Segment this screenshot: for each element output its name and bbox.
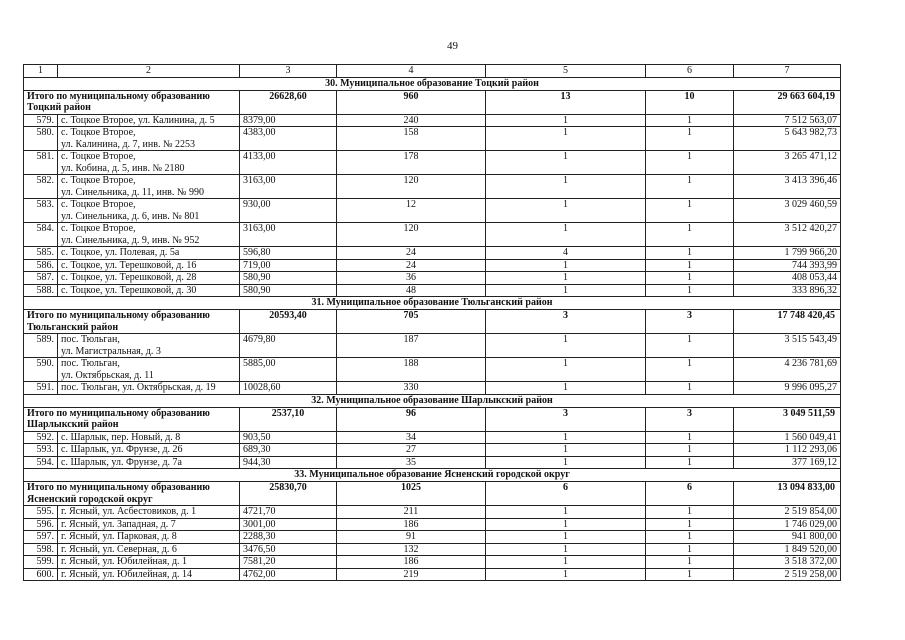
- row-number: 597.: [24, 531, 58, 544]
- row-col6: 1: [646, 199, 734, 223]
- row-col5: 4: [486, 247, 646, 260]
- row-col5: 1: [486, 151, 646, 175]
- row-address: с. Тоцкое Второе, ул. Кобина, д. 5, инв. № 2180: [58, 151, 240, 175]
- column-number-header: 4: [337, 65, 486, 78]
- table-row: [24, 506, 841, 519]
- row-number: 592.: [24, 431, 58, 444]
- row-col6: 1: [646, 531, 734, 544]
- row-address: г. Ясный, ул. Парковая, д. 8: [58, 531, 240, 544]
- row-residents: 34: [337, 431, 486, 444]
- row-residents: 240: [337, 114, 486, 127]
- row-area: 930,00: [240, 199, 337, 223]
- row-residents: 158: [337, 127, 486, 151]
- row-col6: 1: [646, 272, 734, 285]
- row-col5: 1: [486, 175, 646, 199]
- table-row: [24, 247, 841, 260]
- row-col5: 1: [486, 444, 646, 457]
- row-number: 589.: [24, 334, 58, 358]
- row-address: пос. Тюльган, ул. Октябрьская, д. 11: [58, 358, 240, 382]
- table-row: [24, 444, 841, 457]
- row-address: с. Тоцкое Второе, ул. Калинина, д. 7, инв. № 2253: [58, 127, 240, 151]
- table-body: [24, 65, 841, 581]
- total-col5: 3: [486, 407, 646, 431]
- row-col6: 1: [646, 382, 734, 395]
- row-area: 10028,60: [240, 382, 337, 395]
- row-area: 3001,00: [240, 518, 337, 531]
- row-col5: 1: [486, 543, 646, 556]
- row-cost: 1 560 049,41: [734, 431, 841, 444]
- row-address: г. Ясный, ул. Западная, д. 7: [58, 518, 240, 531]
- row-number: 588.: [24, 284, 58, 297]
- row-number: 584.: [24, 223, 58, 247]
- row-col5: 1: [486, 382, 646, 395]
- total-col6: 10: [646, 90, 734, 114]
- row-address: г. Ясный, ул. Юбилейная, д. 1: [58, 556, 240, 569]
- column-number-header: 2: [58, 65, 240, 78]
- row-area: 580,90: [240, 284, 337, 297]
- total-cost: 3 049 511,59: [734, 407, 841, 431]
- row-residents: 120: [337, 223, 486, 247]
- column-number-header: 5: [486, 65, 646, 78]
- total-col5: 3: [486, 310, 646, 334]
- row-residents: 27: [337, 444, 486, 457]
- row-col6: 1: [646, 151, 734, 175]
- table-row: [24, 175, 841, 199]
- table-row: [24, 518, 841, 531]
- row-residents: 36: [337, 272, 486, 285]
- row-area: 4721,70: [240, 506, 337, 519]
- table-row: [24, 568, 841, 581]
- row-col6: 1: [646, 568, 734, 581]
- row-col6: 1: [646, 334, 734, 358]
- row-cost: 4 236 781,69: [734, 358, 841, 382]
- total-col6: 6: [646, 482, 734, 506]
- row-number: 582.: [24, 175, 58, 199]
- row-residents: 219: [337, 568, 486, 581]
- row-area: 4762,00: [240, 568, 337, 581]
- row-cost: 3 029 460,59: [734, 199, 841, 223]
- section-total-row: [24, 310, 841, 334]
- table-row: [24, 284, 841, 297]
- row-cost: 2 519 854,00: [734, 506, 841, 519]
- row-residents: 91: [337, 531, 486, 544]
- row-residents: 187: [337, 334, 486, 358]
- table-row: [24, 382, 841, 395]
- row-number: 598.: [24, 543, 58, 556]
- row-col6: 1: [646, 284, 734, 297]
- row-area: 719,00: [240, 259, 337, 272]
- row-area: 4383,00: [240, 127, 337, 151]
- row-residents: 35: [337, 456, 486, 469]
- row-col6: 1: [646, 543, 734, 556]
- row-address: пос. Тюльган, ул. Магистральная, д. 3: [58, 334, 240, 358]
- section-heading-row: [24, 394, 841, 407]
- row-address: с. Тоцкое, ул. Полевая, д. 5а: [58, 247, 240, 260]
- row-col6: 1: [646, 456, 734, 469]
- total-area: 20593,40: [240, 310, 337, 334]
- row-number: 599.: [24, 556, 58, 569]
- row-col5: 1: [486, 531, 646, 544]
- row-number: 600.: [24, 568, 58, 581]
- row-cost: 9 996 095,27: [734, 382, 841, 395]
- section-heading-row: [24, 469, 841, 482]
- table-row: [24, 456, 841, 469]
- row-address: с. Тоцкое Второе, ул. Синельника, д. 6, инв. № 801: [58, 199, 240, 223]
- section-title: 33. Муниципальное образование Ясненский городской округ: [24, 469, 841, 482]
- column-number-header: 3: [240, 65, 337, 78]
- total-col5: 13: [486, 90, 646, 114]
- row-area: 3476,50: [240, 543, 337, 556]
- table-row: [24, 556, 841, 569]
- row-col5: 1: [486, 568, 646, 581]
- row-col6: 1: [646, 127, 734, 151]
- row-residents: 186: [337, 556, 486, 569]
- row-area: 596,80: [240, 247, 337, 260]
- row-number: 581.: [24, 151, 58, 175]
- row-col5: 1: [486, 358, 646, 382]
- row-number: 593.: [24, 444, 58, 457]
- row-cost: 1 746 029,00: [734, 518, 841, 531]
- row-col6: 1: [646, 358, 734, 382]
- row-col5: 1: [486, 199, 646, 223]
- section-heading-row: [24, 297, 841, 310]
- row-area: 8379,00: [240, 114, 337, 127]
- table-row: [24, 114, 841, 127]
- row-number: 591.: [24, 382, 58, 395]
- total-col6: 3: [646, 407, 734, 431]
- row-area: 4133,00: [240, 151, 337, 175]
- row-number: 595.: [24, 506, 58, 519]
- total-cost: 13 094 833,00: [734, 482, 841, 506]
- row-residents: 48: [337, 284, 486, 297]
- table-row: [24, 334, 841, 358]
- row-col5: 1: [486, 272, 646, 285]
- section-heading-row: [24, 77, 841, 90]
- row-residents: 120: [337, 175, 486, 199]
- row-number: 583.: [24, 199, 58, 223]
- total-col5: 6: [486, 482, 646, 506]
- table-row: [24, 431, 841, 444]
- row-address: с. Шарлык, пер. Новый, д. 8: [58, 431, 240, 444]
- total-area: 25830,70: [240, 482, 337, 506]
- row-area: 4679,80: [240, 334, 337, 358]
- row-cost: 3 413 396,46: [734, 175, 841, 199]
- row-cost: 941 800,00: [734, 531, 841, 544]
- table-row: [24, 151, 841, 175]
- table-row: [24, 358, 841, 382]
- section-title: 32. Муниципальное образование Шарлыкский район: [24, 394, 841, 407]
- row-col6: 1: [646, 506, 734, 519]
- row-number: 580.: [24, 127, 58, 151]
- row-col6: 1: [646, 247, 734, 260]
- table-row: [24, 272, 841, 285]
- row-residents: 24: [337, 259, 486, 272]
- row-col5: 1: [486, 259, 646, 272]
- row-col5: 1: [486, 284, 646, 297]
- row-cost: 3 512 420,27: [734, 223, 841, 247]
- section-total-row: [24, 482, 841, 506]
- row-col5: 1: [486, 223, 646, 247]
- row-address: г. Ясный, ул. Асбестовиков, д. 1: [58, 506, 240, 519]
- row-residents: 132: [337, 543, 486, 556]
- total-col6: 3: [646, 310, 734, 334]
- table-row: [24, 199, 841, 223]
- total-residents: 1025: [337, 482, 486, 506]
- row-cost: 333 896,32: [734, 284, 841, 297]
- section-title: 30. Муниципальное образование Тоцкий район: [24, 77, 841, 90]
- row-col6: 1: [646, 259, 734, 272]
- row-address: г. Ясный, ул. Северная, д. 6: [58, 543, 240, 556]
- row-cost: 2 519 258,00: [734, 568, 841, 581]
- row-address: с. Тоцкое, ул. Терешковой, д. 28: [58, 272, 240, 285]
- row-col6: 1: [646, 175, 734, 199]
- row-area: 689,30: [240, 444, 337, 457]
- row-number: 594.: [24, 456, 58, 469]
- row-number: 586.: [24, 259, 58, 272]
- total-residents: 705: [337, 310, 486, 334]
- total-area: 2537,10: [240, 407, 337, 431]
- table-row: [24, 531, 841, 544]
- total-label: Итого по муниципальному образованию Ясненский городской округ: [24, 482, 240, 506]
- row-col6: 1: [646, 518, 734, 531]
- table-row: [24, 223, 841, 247]
- row-number: 590.: [24, 358, 58, 382]
- row-address: пос. Тюльган, ул. Октябрьская, д. 19: [58, 382, 240, 395]
- row-address: с. Тоцкое Второе, ул. Синельника, д. 11, инв. № 990: [58, 175, 240, 199]
- row-col5: 1: [486, 114, 646, 127]
- row-col5: 1: [486, 456, 646, 469]
- column-number-header: 6: [646, 65, 734, 78]
- table-row: [24, 543, 841, 556]
- row-area: 3163,00: [240, 223, 337, 247]
- row-address: г. Ясный, ул. Юбилейная, д. 14: [58, 568, 240, 581]
- row-area: 3163,00: [240, 175, 337, 199]
- column-number-header: 7: [734, 65, 841, 78]
- row-cost: 3 515 543,49: [734, 334, 841, 358]
- column-number-header: 1: [24, 65, 58, 78]
- row-number: 579.: [24, 114, 58, 127]
- row-col5: 1: [486, 506, 646, 519]
- row-area: 944,30: [240, 456, 337, 469]
- row-residents: 188: [337, 358, 486, 382]
- row-number: 585.: [24, 247, 58, 260]
- row-col5: 1: [486, 127, 646, 151]
- total-label: Итого по муниципальному образованию Шарлыкский район: [24, 407, 240, 431]
- row-col6: 1: [646, 444, 734, 457]
- table-row: [24, 259, 841, 272]
- row-residents: 330: [337, 382, 486, 395]
- row-residents: 211: [337, 506, 486, 519]
- row-cost: 7 512 563,07: [734, 114, 841, 127]
- row-area: 2288,30: [240, 531, 337, 544]
- row-col6: 1: [646, 431, 734, 444]
- row-number: 596.: [24, 518, 58, 531]
- row-col5: 1: [486, 431, 646, 444]
- row-residents: 178: [337, 151, 486, 175]
- total-cost: 17 748 420,45: [734, 310, 841, 334]
- row-cost: 408 053,44: [734, 272, 841, 285]
- total-residents: 960: [337, 90, 486, 114]
- row-address: с. Тоцкое Второе, ул. Синельника, д. 9, инв. № 952: [58, 223, 240, 247]
- section-total-row: [24, 407, 841, 431]
- row-cost: 744 393,99: [734, 259, 841, 272]
- row-col5: 1: [486, 334, 646, 358]
- housing-registry-table: [23, 64, 841, 581]
- section-title: 31. Муниципальное образование Тюльганский район: [24, 297, 841, 310]
- total-residents: 96: [337, 407, 486, 431]
- row-residents: 12: [337, 199, 486, 223]
- total-label: Итого по муниципальному образованию Тоцкий район: [24, 90, 240, 114]
- row-address: с. Тоцкое Второе, ул. Калинина, д. 5: [58, 114, 240, 127]
- column-number-header-row: [24, 65, 841, 78]
- row-cost: 5 643 982,73: [734, 127, 841, 151]
- row-cost: 3 518 372,00: [734, 556, 841, 569]
- total-label: Итого по муниципальному образованию Тюльганский район: [24, 310, 240, 334]
- row-cost: 1 112 293,06: [734, 444, 841, 457]
- row-col6: 1: [646, 556, 734, 569]
- row-area: 903,50: [240, 431, 337, 444]
- row-cost: 1 799 966,20: [734, 247, 841, 260]
- row-number: 587.: [24, 272, 58, 285]
- row-address: с. Шарлык, ул. Фрунзе, д. 7а: [58, 456, 240, 469]
- page-number: 49: [447, 40, 458, 52]
- row-cost: 1 849 520,00: [734, 543, 841, 556]
- row-col6: 1: [646, 114, 734, 127]
- total-area: 26628,60: [240, 90, 337, 114]
- total-cost: 29 663 604,19: [734, 90, 841, 114]
- row-residents: 24: [337, 247, 486, 260]
- row-col5: 1: [486, 518, 646, 531]
- row-address: с. Шарлык, ул. Фрунзе, д. 26: [58, 444, 240, 457]
- row-address: с. Тоцкое, ул. Терешковой, д. 30: [58, 284, 240, 297]
- row-col6: 1: [646, 223, 734, 247]
- row-cost: 377 169,12: [734, 456, 841, 469]
- row-residents: 186: [337, 518, 486, 531]
- section-total-row: [24, 90, 841, 114]
- table-row: [24, 127, 841, 151]
- row-area: 7581,20: [240, 556, 337, 569]
- row-area: 5885,00: [240, 358, 337, 382]
- row-area: 580,90: [240, 272, 337, 285]
- row-col5: 1: [486, 556, 646, 569]
- row-address: с. Тоцкое, ул. Терешковой, д. 16: [58, 259, 240, 272]
- row-cost: 3 265 471,12: [734, 151, 841, 175]
